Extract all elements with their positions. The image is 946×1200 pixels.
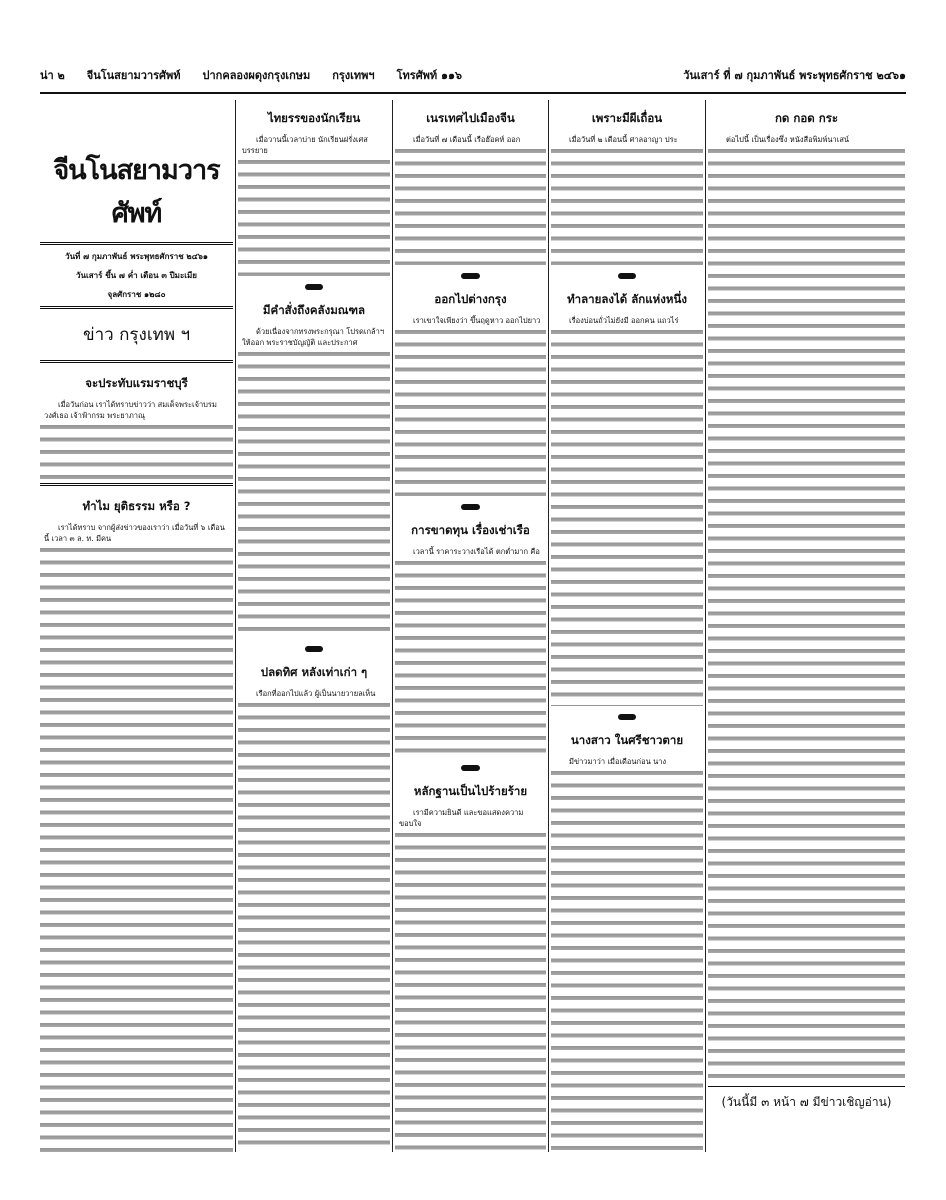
article-lead: เราได้ทราบ จากผู้ส่งข่าวของเราว่า เมื่อวันที่ ๖ เดือนนี้ เวลา ๓ ล. ท. มีคน (44, 523, 225, 543)
article-body (395, 557, 546, 757)
article-title: จะประทับแรมราชบุรี (85, 376, 188, 390)
page-number: น่า ๒ (40, 69, 65, 82)
article-lead: เมื่อวานนี้เวลาบ่าย นักเรียนฝรั่งเศส บรรยาย (242, 135, 368, 155)
article-title: ทำไม ยุติธรรม หรือ ? (82, 499, 191, 513)
article-lead: ต่อไปนี้ เป็นเรื่องซึ่ง หนังสือพิมพ์นาเสน์ (726, 135, 850, 144)
masthead: จีนโนสยามวารศัพท์ (53, 155, 220, 229)
article-body (40, 544, 233, 1152)
article-body (40, 421, 233, 481)
article-body (238, 156, 390, 276)
article-title: เนรเทศไปเมืองจีน (426, 111, 515, 125)
column-3 (395, 100, 546, 1152)
page-footer-note: (วันนี้มี ๓ หน้า ๗ มีข่าวเชิญอ่าน) (708, 1086, 905, 1112)
article-title: กด กอด กระ (774, 111, 839, 125)
article-lead: เวลานี้ ราคาระวางเรือได้ ตกต่ำมาก คือ (413, 547, 540, 556)
article-body (708, 145, 905, 1080)
header-rule (40, 92, 906, 94)
divider (40, 483, 233, 486)
divider (40, 242, 233, 245)
article-body (395, 829, 546, 1152)
article-body (238, 699, 390, 1152)
page-header (40, 64, 906, 86)
article-body (551, 767, 703, 1152)
date-line: จุลศักราช ๑๒๘๐ (107, 290, 166, 299)
article-title: ทำลายลงได้ ลักแห่งหนึ่ง (567, 292, 687, 306)
article-lead: เมื่อวันก่อน เราได้ทราบข่าวว่า สมเด็จพระเจ้าบรมวงศ์เธอ เจ้าฟ้ากรม พระยาภาณุ (44, 400, 217, 420)
column-5 (708, 100, 905, 1152)
article-body (395, 326, 546, 496)
article-lead: เรามีความยินดี และขอแสดงความขอบใจ (399, 808, 524, 828)
column-divider (548, 100, 549, 1152)
article-lead: มีข่าวมาว่า เมื่อเดือนก่อน นาง (569, 757, 667, 766)
phone: โทรศัพท์ ๑๑๖ (396, 69, 462, 82)
column-2 (238, 100, 390, 1152)
article-lead: เราเขาใจเพียงว่า ขึ้นฤดูหาว ออกไปยาว (413, 316, 541, 325)
article-lead: เมื่อวันที่ ๗ เดือนนี้ เรือฮ๊อคท์ ออก (413, 135, 521, 144)
article-title: ออกไปต่างกรุง (434, 292, 507, 306)
divider (40, 306, 233, 309)
column-divider (235, 100, 236, 1152)
column-divider (392, 100, 393, 1152)
column-1 (40, 100, 233, 1152)
article-title: มีคำสั่งถึงคลังมณฑล (262, 303, 366, 317)
paper-name: จีนโนสยามวารศัพท์ (86, 69, 181, 82)
section-title: ข่าว กรุงเทพ ฯ (82, 325, 190, 345)
article-title: ไทยรรของนักเรียน (267, 111, 361, 125)
article-body (238, 348, 390, 638)
article-lead: ด้วยเนื่องจากทรงพระกรุณา โปรดเกล้าฯ ให้ออก พระราชบัญญัติ และประกาศ (242, 327, 385, 347)
divider (40, 360, 233, 363)
article-title: การขาดทุน เรื่องเช่าเรือ (411, 523, 530, 537)
article-title: หลักฐานเป็นไปร้ายร้าย (413, 784, 528, 798)
article-body (551, 145, 703, 265)
column-4 (551, 100, 703, 1152)
date-line: วันที่ ๗ กุมภาพันธ์ พระพุทธศักราช ๒๔๖๑ (65, 252, 208, 261)
article-lead: เรือกที่ออกไปแล้ว ผู้เป็นนายวายลเห็น (256, 689, 376, 698)
date-line: วันเสาร์ ขึ้น ๗ ค่ำ เดือน ๓ ปีมะเมีย (76, 271, 197, 280)
city: กรุงเทพฯ (332, 69, 375, 82)
address: ปากคลองผดุงกรุงเกษม (202, 69, 311, 82)
article-lead: เมื่อวันที่ ๒ เดือนนี้ ศาลอาญา ประ (569, 135, 678, 144)
article-body (395, 145, 546, 265)
article-body (551, 326, 703, 706)
article-title: เพราะมีผีเถื่อน (591, 111, 663, 125)
article-lead: เรื่องบ่อนถั่วไม่ยังมี ออกคน แถวไร่ (569, 316, 679, 325)
column-divider (705, 100, 706, 1152)
issue-date: วันเสาร์ ที่ ๗ กุมภาพันธ์ พระพุทธศักราช ๒๔๖๑ (683, 69, 906, 82)
article-title: นางสาว ในศรีชาวตาย (570, 733, 684, 747)
article-title: ปลดทิศ หลังเท่าเก่า ๆ (260, 665, 368, 679)
